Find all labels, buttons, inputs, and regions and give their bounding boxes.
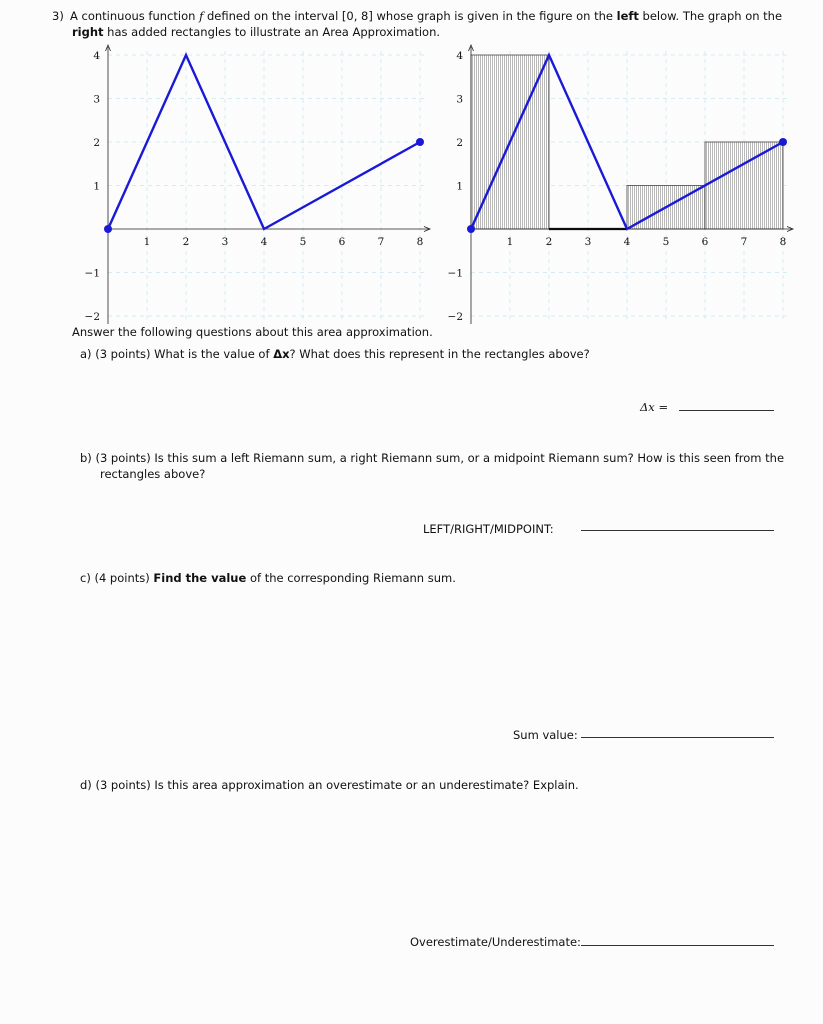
sum-type-answer-blank[interactable]: [581, 530, 774, 531]
part-c-question: [80, 570, 456, 586]
x-tick-label: 6: [338, 236, 346, 248]
part-a-question: [80, 346, 590, 362]
x-tick-label: 8: [416, 236, 424, 248]
x-tick-label: 7: [740, 236, 748, 248]
delta-x-answer-blank[interactable]: [679, 410, 774, 411]
x-tick-label: 2: [182, 236, 190, 248]
y-tick-label: 1: [93, 180, 100, 193]
y-tick-label: −2: [84, 311, 100, 323]
y-tick-label: 3: [93, 93, 100, 106]
y-tick-label: 2: [456, 137, 463, 149]
endpoint-dot: [104, 225, 112, 233]
x-tick-label: 3: [221, 236, 229, 248]
sum-value-answer-blank[interactable]: [581, 737, 774, 738]
x-tick-label: 5: [662, 236, 670, 248]
x-tick-label: 4: [260, 236, 268, 248]
y-tick-label: 1: [456, 180, 463, 193]
part-b-question: [80, 450, 800, 482]
answer-intro: Answer the following questions about this area approximation.: [72, 325, 433, 339]
part-points: (3 points): [95, 451, 151, 465]
blank-label: Δx =: [640, 400, 669, 414]
part-text: ? What does this represent in the rectangles above?: [289, 347, 590, 361]
intro-text: defined on the interval [0, 8] whose graph is given in the figure on the: [203, 9, 617, 23]
y-tick-label: 4: [93, 50, 100, 62]
part-d-question: [80, 777, 579, 793]
x-tick-label: 7: [377, 236, 385, 248]
part-points: (3 points): [95, 778, 151, 792]
endpoint-dot: [467, 225, 475, 233]
intro-text: has added rectangles to illustrate an Area Approximation.: [103, 25, 441, 39]
part-text: of the corresponding Riemann sum.: [246, 571, 456, 585]
function-symbol: f: [199, 9, 204, 23]
left-word: left: [616, 9, 639, 23]
y-tick-label: −1: [447, 267, 463, 280]
part-label: b): [80, 451, 92, 465]
part-label: c): [80, 571, 91, 585]
sum-type-label: LEFT/RIGHT/MIDPOINT:: [423, 522, 554, 536]
part-points: (3 points): [95, 347, 151, 361]
x-tick-label: 1: [143, 236, 151, 248]
endpoint-dot: [779, 138, 787, 146]
graphs-figure: [0, 0, 823, 340]
x-tick-label: 4: [623, 236, 631, 248]
y-tick-label: 3: [456, 93, 463, 106]
riemann-rectangle: [705, 142, 783, 229]
x-tick-label: 6: [701, 236, 709, 248]
left-graph: [85, 45, 430, 324]
intro-text: A continuous function: [70, 9, 200, 23]
part-label: a): [80, 347, 92, 361]
part-bold: Find the value: [153, 571, 247, 585]
right-graph: [448, 45, 793, 324]
part-text-line2: rectangles above?: [100, 467, 206, 481]
y-tick-label: 4: [456, 50, 463, 62]
part-label: d): [80, 778, 92, 792]
part-text: Is this area approximation an overestimate or an underestimate? Explain.: [154, 778, 579, 792]
delta-x-label: [640, 399, 668, 415]
x-tick-label: 8: [779, 236, 787, 248]
intro-text: below. The graph on the: [638, 9, 783, 23]
estimate-label: Overestimate/Underestimate:: [410, 935, 581, 949]
y-tick-label: 2: [93, 137, 100, 149]
y-tick-label: −2: [447, 311, 463, 323]
sum-value-label: Sum value:: [513, 728, 578, 742]
part-text: Is this sum a left Riemann sum, a right Riemann sum, or a midpoint Riemann sum? How is this seen from the: [154, 451, 785, 465]
x-tick-label: 5: [299, 236, 307, 248]
right-word: right: [72, 25, 104, 39]
part-points: (4 points): [94, 571, 150, 585]
delta-x: Δx: [273, 347, 290, 361]
endpoint-dot: [416, 138, 424, 146]
x-tick-label: 2: [545, 236, 553, 248]
estimate-answer-blank[interactable]: [581, 945, 774, 946]
part-text: What is the value of: [154, 347, 274, 361]
x-tick-label: 1: [506, 236, 514, 248]
y-tick-label: −1: [84, 267, 100, 280]
x-tick-label: 3: [584, 236, 592, 248]
question-number: 3): [52, 9, 64, 23]
